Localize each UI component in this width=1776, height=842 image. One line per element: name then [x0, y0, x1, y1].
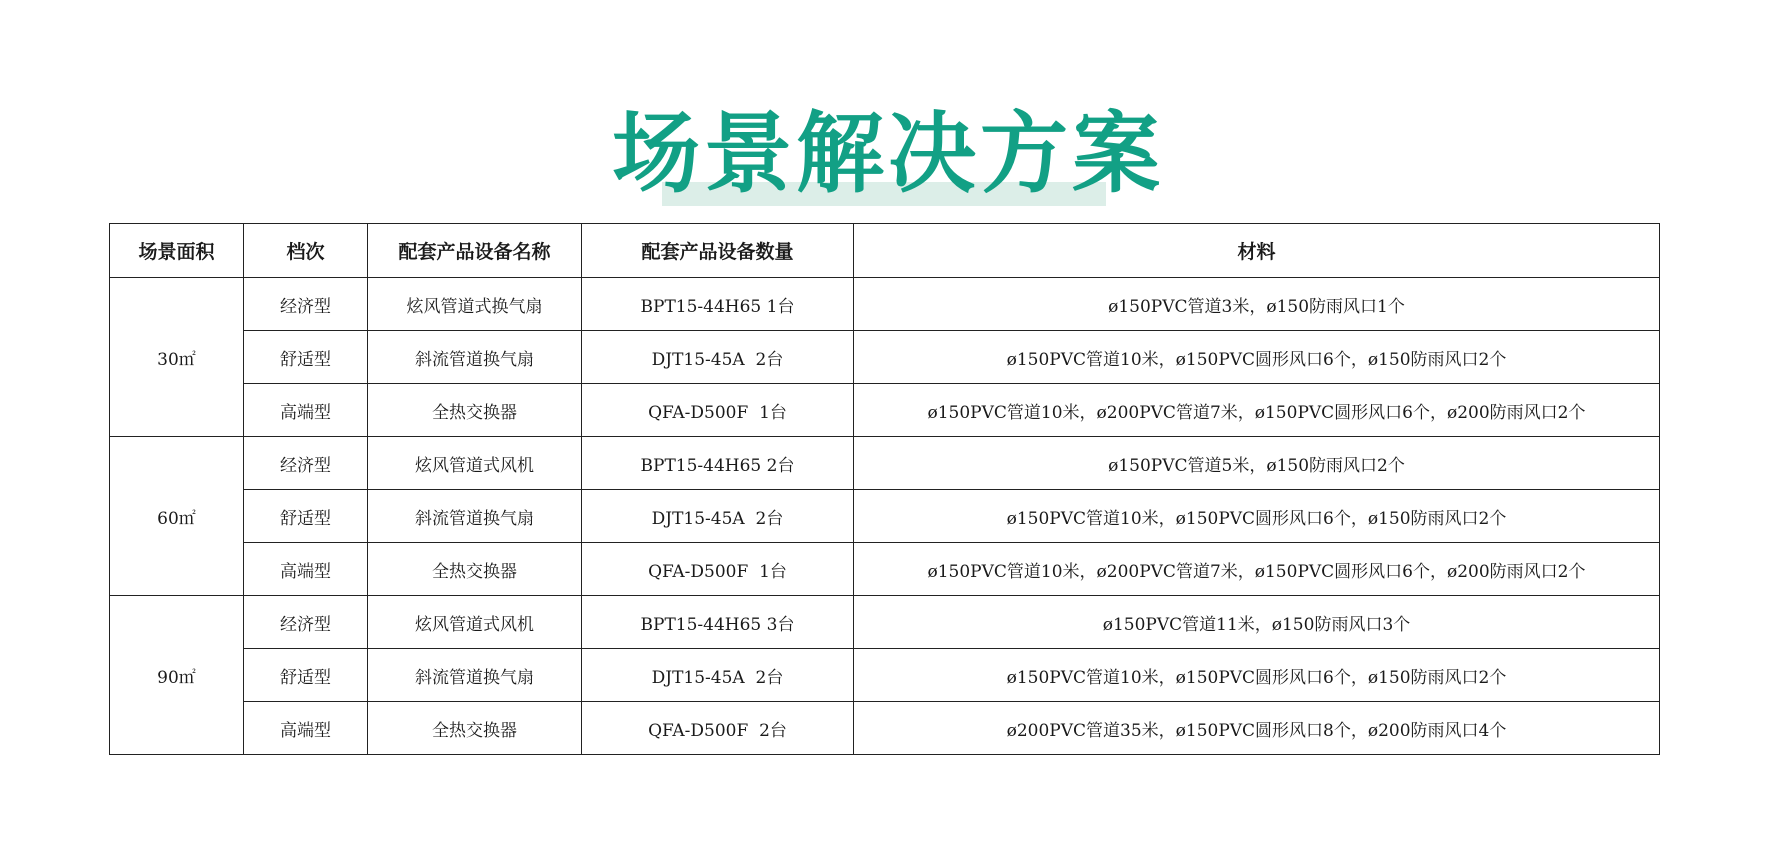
title-area: [0, 100, 1776, 210]
table-row: [110, 649, 1660, 702]
quantity-cell: BPT15-44H65 2台: [582, 437, 854, 490]
table-row: [110, 278, 1660, 331]
grade-cell: 舒适型: [244, 490, 368, 543]
product-cell: 全热交换器: [368, 702, 582, 755]
product-cell: 斜流管道换气扇: [368, 331, 582, 384]
table-row: [110, 596, 1660, 649]
area-cell: 60㎡: [110, 437, 244, 596]
product-cell: 炫风管道式风机: [368, 596, 582, 649]
materials-cell: ø150PVC管道10米，ø200PVC管道7米，ø150PVC圆形风口6个，ø200防雨风口2个: [854, 384, 1660, 437]
header-product: 配套产品设备名称: [368, 224, 582, 278]
product-cell: 斜流管道换气扇: [368, 649, 582, 702]
header-quantity: 配套产品设备数量: [582, 224, 854, 278]
grade-cell: 舒适型: [244, 649, 368, 702]
page-title: 场景解决方案: [611, 102, 1164, 205]
table-row: [110, 437, 1660, 490]
solution-table: [109, 223, 1660, 755]
materials-cell: ø150PVC管道5米，ø150防雨风口2个: [854, 437, 1660, 490]
quantity-cell: DJT15-45A 2台: [582, 649, 854, 702]
table-header-row: [110, 224, 1660, 278]
table-row: [110, 331, 1660, 384]
header-area: 场景面积: [110, 224, 244, 278]
quantity-cell: QFA-D500F 1台: [582, 543, 854, 596]
product-cell: 全热交换器: [368, 543, 582, 596]
product-cell: 全热交换器: [368, 384, 582, 437]
table-row: [110, 702, 1660, 755]
area-cell: 30㎡: [110, 278, 244, 437]
grade-cell: 经济型: [244, 437, 368, 490]
quantity-cell: QFA-D500F 1台: [582, 384, 854, 437]
materials-cell: ø150PVC管道10米，ø150PVC圆形风口6个，ø150防雨风口2个: [854, 490, 1660, 543]
area-cell: 90㎡: [110, 596, 244, 755]
header-grade: 档次: [244, 224, 368, 278]
quantity-cell: BPT15-44H65 1台: [582, 278, 854, 331]
grade-cell: 高端型: [244, 702, 368, 755]
materials-cell: ø150PVC管道10米，ø150PVC圆形风口6个，ø150防雨风口2个: [854, 331, 1660, 384]
quantity-cell: DJT15-45A 2台: [582, 331, 854, 384]
table-row: [110, 490, 1660, 543]
materials-cell: ø150PVC管道11米，ø150防雨风口3个: [854, 596, 1660, 649]
grade-cell: 经济型: [244, 278, 368, 331]
quantity-cell: BPT15-44H65 3台: [582, 596, 854, 649]
header-materials: 材料: [854, 224, 1660, 278]
grade-cell: 高端型: [244, 384, 368, 437]
materials-cell: ø150PVC管道10米，ø200PVC管道7米，ø150PVC圆形风口6个，ø200防雨风口2个: [854, 543, 1660, 596]
grade-cell: 舒适型: [244, 331, 368, 384]
grade-cell: 经济型: [244, 596, 368, 649]
quantity-cell: DJT15-45A 2台: [582, 490, 854, 543]
grade-cell: 高端型: [244, 543, 368, 596]
materials-cell: ø150PVC管道3米，ø150防雨风口1个: [854, 278, 1660, 331]
table-row: [110, 384, 1660, 437]
materials-cell: ø200PVC管道35米，ø150PVC圆形风口8个，ø200防雨风口4个: [854, 702, 1660, 755]
product-cell: 斜流管道换气扇: [368, 490, 582, 543]
product-cell: 炫风管道式风机: [368, 437, 582, 490]
product-cell: 炫风管道式换气扇: [368, 278, 582, 331]
materials-cell: ø150PVC管道10米，ø150PVC圆形风口6个，ø150防雨风口2个: [854, 649, 1660, 702]
quantity-cell: QFA-D500F 2台: [582, 702, 854, 755]
table-row: [110, 543, 1660, 596]
